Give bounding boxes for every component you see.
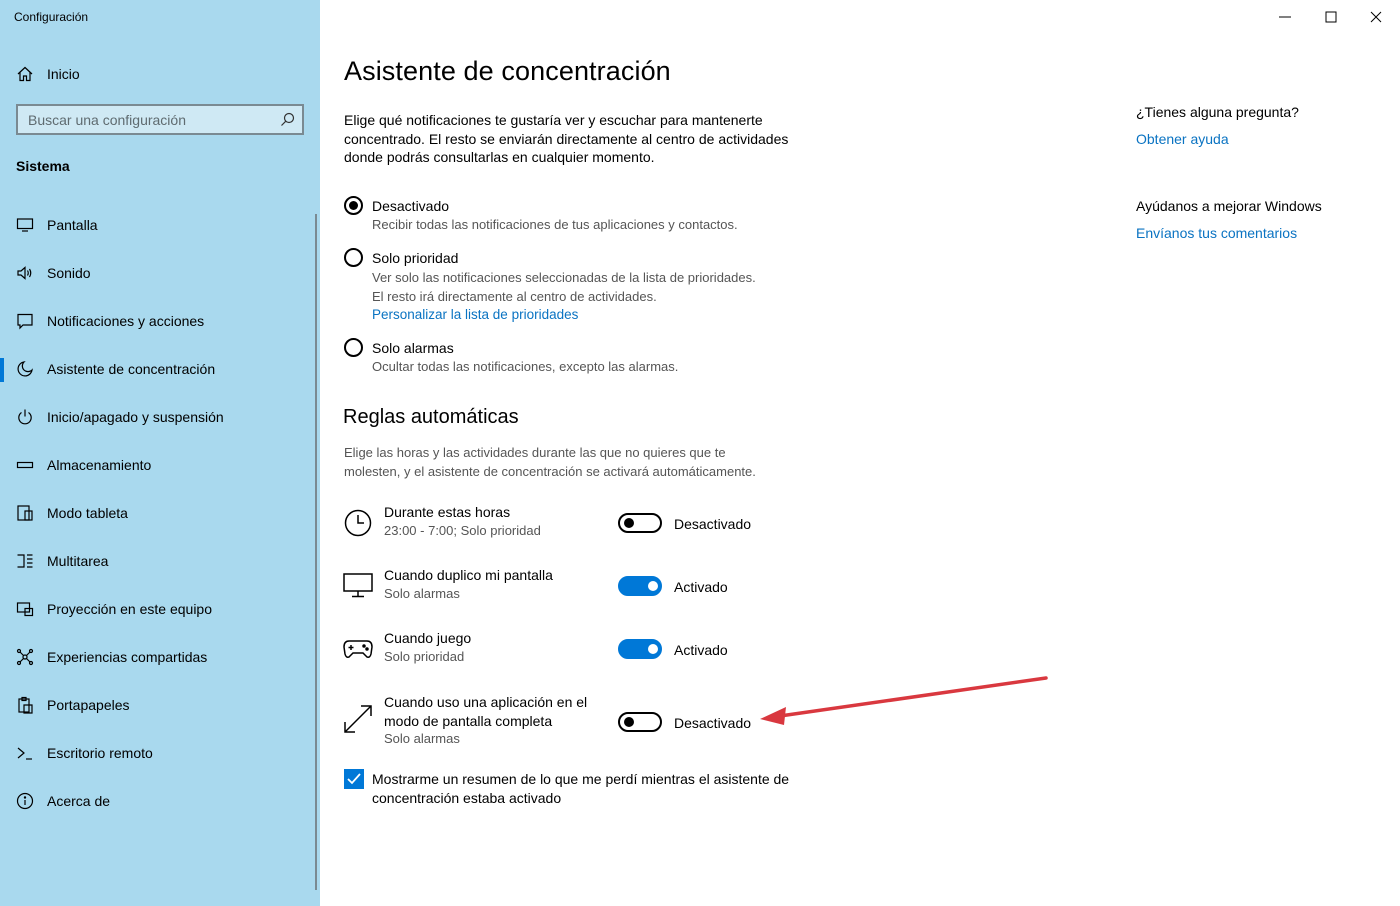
rule-name: Cuando duplico mi pantalla bbox=[384, 567, 553, 583]
rule-name bbox=[384, 693, 587, 730]
sidebar-item-label: Sonido bbox=[47, 265, 91, 281]
sidebar-item-inicio-apagado[interactable] bbox=[0, 398, 314, 438]
checkmark-icon bbox=[344, 769, 364, 789]
sidebar-item-label: Inicio/apagado y suspensión bbox=[47, 409, 224, 425]
sidebar-item-label: Almacenamiento bbox=[47, 457, 152, 473]
summary-label-line: Mostrarme un resumen de lo que me perdí mientras el asistente de bbox=[372, 771, 790, 787]
maximize-button[interactable] bbox=[1311, 4, 1351, 30]
option-label: Desactivado bbox=[372, 198, 450, 214]
projection-icon bbox=[16, 600, 34, 618]
sidebar-item-acerca-de[interactable] bbox=[0, 782, 314, 822]
close-icon bbox=[1369, 10, 1383, 24]
remote-desktop-icon bbox=[16, 744, 34, 762]
sidebar-item-label: Multitarea bbox=[47, 553, 109, 569]
minimize-icon bbox=[1278, 10, 1292, 24]
page-title: Asistente de concentración bbox=[344, 56, 671, 86]
sidebar-item-label: Proyección en este equipo bbox=[47, 601, 212, 617]
fullscreen-icon bbox=[343, 704, 373, 734]
option-desc-line: Ver solo las notificaciones seleccionadas de la lista de prioridades. bbox=[372, 270, 756, 285]
monitor-icon bbox=[16, 216, 34, 234]
sidebar-item-escritorio-remoto[interactable] bbox=[0, 734, 314, 774]
search-placeholder: Buscar una configuración bbox=[28, 112, 186, 128]
toggle-durante-estas-horas[interactable] bbox=[618, 513, 662, 533]
window-title: Configuración bbox=[14, 10, 89, 24]
sidebar-item-label: Asistente de concentración bbox=[47, 361, 216, 377]
improve-windows-title: Ayúdanos a mejorar Windows bbox=[1136, 198, 1322, 214]
rule-sub: Solo prioridad bbox=[384, 649, 465, 664]
sidebar-item-label: Pantalla bbox=[47, 217, 98, 233]
rule-name-line: Cuando uso una aplicación en el bbox=[384, 694, 588, 710]
toggle-state: Desactivado bbox=[674, 516, 752, 532]
tablet-icon bbox=[16, 504, 34, 522]
send-feedback-link[interactable]: Envíanos tus comentarios bbox=[1136, 225, 1298, 241]
shared-icon bbox=[16, 648, 34, 666]
rule-sub: Solo alarmas bbox=[384, 586, 460, 601]
help-question: ¿Tienes alguna pregunta? bbox=[1136, 104, 1299, 120]
sidebar-item-label: Escritorio remoto bbox=[47, 745, 153, 761]
rules-intro-line: Elige las horas y las actividades durante las que no quieres que te bbox=[344, 445, 726, 460]
sidebar-item-experiencias[interactable] bbox=[0, 638, 314, 678]
toggle-state: Activado bbox=[674, 579, 728, 595]
rule-sub: 23:00 - 7:00; Solo prioridad bbox=[384, 523, 541, 538]
clock-icon bbox=[343, 508, 373, 538]
option-label: Solo alarmas bbox=[372, 340, 454, 356]
clipboard-icon bbox=[16, 696, 34, 714]
sidebar-item-modo-tableta[interactable] bbox=[0, 494, 314, 534]
sidebar-scrollbar[interactable] bbox=[315, 214, 317, 890]
sidebar-item-pantalla[interactable] bbox=[0, 206, 314, 246]
multitask-icon bbox=[16, 552, 34, 570]
option-desc-line: El resto irá directamente al centro de actividades. bbox=[372, 288, 657, 304]
sidebar-item-label: Acerca de bbox=[47, 793, 111, 809]
customize-priority-link[interactable]: Personalizar la lista de prioridades bbox=[372, 307, 579, 322]
option-label: Solo prioridad bbox=[372, 250, 459, 266]
rules-title: Reglas automáticas bbox=[343, 406, 519, 428]
speaker-icon bbox=[16, 264, 34, 282]
rule-name: Durante estas horas bbox=[384, 504, 511, 520]
sidebar-item-proyeccion[interactable] bbox=[0, 590, 314, 630]
sidebar-item-label: Portapapeles bbox=[47, 697, 130, 713]
sidebar-item-label: Notificaciones y acciones bbox=[47, 313, 205, 329]
intro-line: Elige qué notificaciones te gustaría ver y escuchar para mantenerte bbox=[344, 112, 763, 128]
sidebar-item-notificaciones[interactable] bbox=[0, 302, 314, 342]
sidebar bbox=[0, 0, 320, 906]
intro-line: donde podrás consultarlas en cualquier momento. bbox=[344, 149, 655, 165]
option-desc: Ocultar todas las notificaciones, excepto las alarmas. bbox=[372, 359, 679, 374]
section-title: Sistema bbox=[16, 158, 70, 174]
sidebar-item-sonido[interactable] bbox=[0, 254, 314, 294]
toggle-state: Desactivado bbox=[674, 715, 752, 731]
close-button[interactable] bbox=[1356, 4, 1396, 30]
storage-icon bbox=[16, 456, 34, 474]
sidebar-item-almacenamiento[interactable] bbox=[0, 446, 314, 486]
sidebar-item-portapapeles[interactable] bbox=[0, 686, 314, 726]
rule-name: Cuando juego bbox=[384, 630, 472, 646]
home-icon bbox=[16, 65, 34, 83]
get-help-link[interactable]: Obtener ayuda bbox=[1136, 131, 1229, 147]
summary-label-line: concentración estaba activado bbox=[372, 789, 562, 806]
summary-checkbox-label[interactable] bbox=[372, 770, 802, 807]
toggle-duplicar-pantalla[interactable] bbox=[618, 576, 662, 596]
home-nav-item[interactable] bbox=[0, 60, 320, 88]
sidebar-item-label: Experiencias compartidas bbox=[47, 649, 208, 665]
display-icon bbox=[343, 570, 373, 600]
active-indicator bbox=[0, 358, 4, 382]
sidebar-item-asistente-concentracion[interactable] bbox=[0, 350, 314, 390]
option-desc: Recibir todas las notificaciones de tus aplicaciones y contactos. bbox=[372, 217, 738, 232]
rules-intro-line: molesten, y el asistente de concentración se activará automáticamente. bbox=[344, 463, 756, 479]
intro-text bbox=[344, 111, 824, 167]
radio-solo-prioridad[interactable] bbox=[344, 248, 363, 267]
power-icon bbox=[16, 408, 34, 426]
search-icon[interactable] bbox=[280, 112, 295, 127]
radio-desactivado[interactable] bbox=[344, 196, 363, 215]
rules-intro bbox=[344, 444, 824, 481]
notification-icon bbox=[16, 312, 34, 330]
intro-line: concentrado. El resto se enviarán directamente al centro de actividades bbox=[344, 130, 789, 147]
search-input[interactable] bbox=[16, 104, 304, 135]
toggle-cuando-juego[interactable] bbox=[618, 639, 662, 659]
toggle-state: Activado bbox=[674, 642, 728, 658]
sidebar-item-label: Modo tableta bbox=[47, 505, 128, 521]
gamepad-icon bbox=[343, 633, 373, 663]
toggle-pantalla-completa[interactable] bbox=[618, 712, 662, 732]
radio-solo-alarmas[interactable] bbox=[344, 338, 363, 357]
sidebar-item-multitarea[interactable] bbox=[0, 542, 314, 582]
maximize-icon bbox=[1324, 10, 1338, 24]
rule-sub: Solo alarmas bbox=[384, 731, 460, 746]
home-label: Inicio bbox=[47, 66, 80, 82]
info-icon bbox=[16, 792, 34, 810]
minimize-button[interactable] bbox=[1265, 4, 1305, 30]
rule-name-line: modo de pantalla completa bbox=[384, 712, 553, 729]
summary-checkbox[interactable] bbox=[344, 769, 364, 789]
moon-icon bbox=[16, 360, 34, 378]
option-desc bbox=[372, 269, 756, 306]
